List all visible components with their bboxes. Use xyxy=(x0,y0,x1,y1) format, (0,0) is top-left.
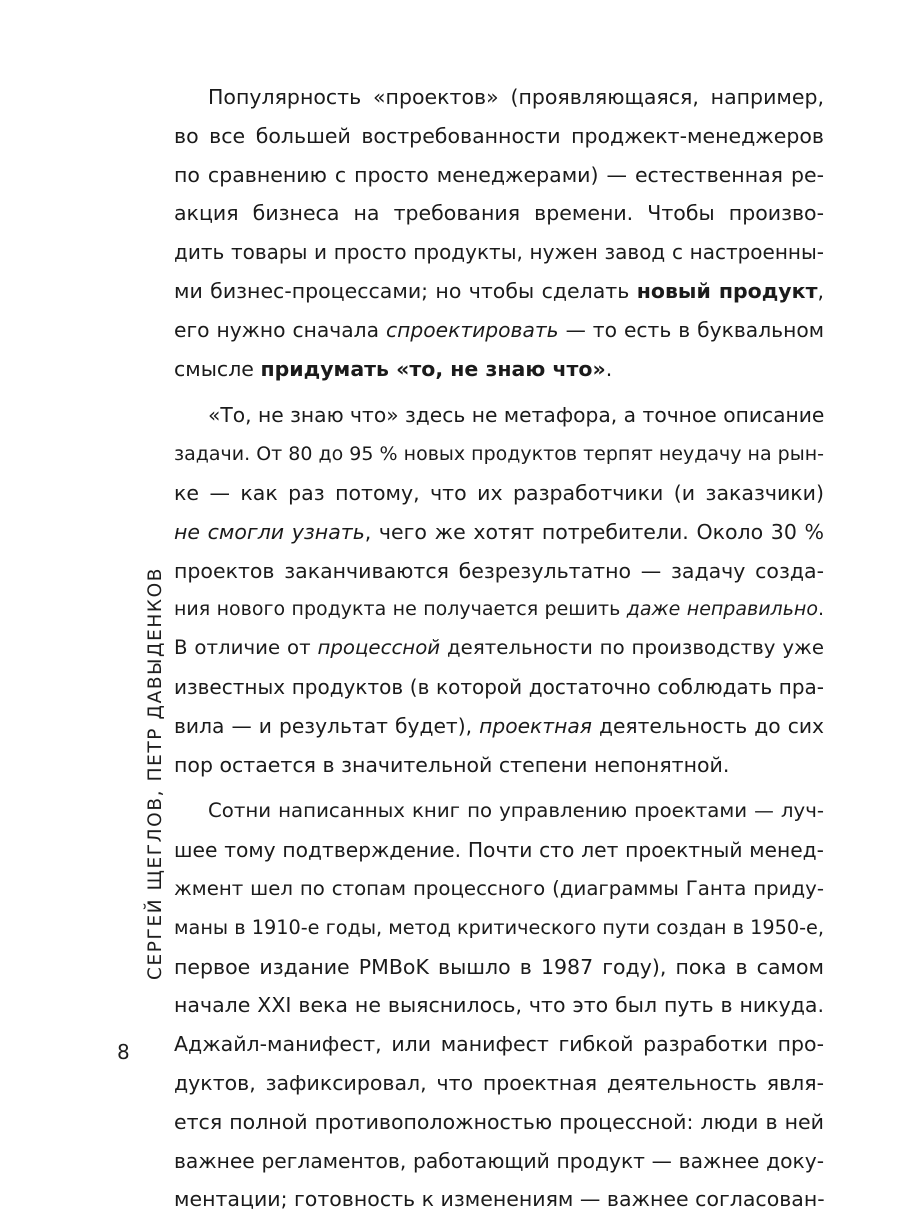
text-line: ется полной противоположностью процессной: люди в ней xyxy=(174,1109,824,1134)
text-line: задачи. От 80 до 95 % новых продуктов терпят неудачу на рын- xyxy=(174,443,824,466)
text-span: . xyxy=(817,598,824,621)
text-line xyxy=(174,707,824,746)
text-line: шее тому подтверждение. Почти сто лет проектный менед- xyxy=(174,838,824,863)
text-span: смысле xyxy=(174,356,261,381)
text-span: В отличие от xyxy=(174,636,318,660)
text-span: деятельность до сих xyxy=(591,713,824,738)
text-line: ке — как раз потому, что их разработчики (и заказчики) xyxy=(174,480,824,505)
text-line: маны в 1910-е годы, метод критического пути создан в 1950-е, xyxy=(174,915,824,939)
bold-phrase: придумать «то, не знаю что» xyxy=(260,356,606,381)
text-line: во все большей востребованности проджект-менеджеров xyxy=(174,123,824,148)
italic-phrase: процессной xyxy=(317,636,441,660)
text-line: проектов заканчиваются безрезультатно — задачу созда- xyxy=(174,558,824,583)
text-span: его нужно сначала xyxy=(174,317,387,342)
text-span: ми бизнес-процессами; но чтобы сделать xyxy=(174,278,637,303)
bold-phrase: новый продукт xyxy=(636,278,818,303)
text-line: Сотни написанных книг по управлению проектами — луч- xyxy=(208,799,824,823)
text-span: вила — и результат будет), xyxy=(174,713,480,738)
italic-phrase: проектная xyxy=(479,713,592,738)
text-span: , xyxy=(817,278,824,303)
paragraph-1 xyxy=(174,78,824,388)
body-text xyxy=(174,78,824,1227)
text-line: важнее регламентов, работающий продукт — важнее доку- xyxy=(174,1148,824,1173)
paragraph-2 xyxy=(174,396,824,784)
text-line: начале XXI века не выяснилось, что это был путь в никуда. xyxy=(174,993,824,1018)
text-line xyxy=(174,311,824,350)
text-line: «То, не знаю что» здесь не метафора, а точное описание xyxy=(208,403,825,428)
text-line: первое издание PMBoK вышло в 1987 году), пока в самом xyxy=(174,954,824,979)
text-span: — то есть в буквальном xyxy=(558,317,824,342)
text-span: ния нового продукта не получается решить xyxy=(174,598,627,621)
text-line: дить товары и просто продукты, нужен завод с настроенны- xyxy=(174,240,824,265)
text-line xyxy=(174,629,824,668)
page-number: 8 xyxy=(117,1040,130,1064)
italic-phrase: даже неправильно xyxy=(626,598,818,621)
text-line xyxy=(174,272,824,311)
text-line: ментации; готовность к изменениям — важнее согласован- xyxy=(174,1187,825,1212)
text-line: жмент шел по стопам процессного (диаграммы Ганта приду- xyxy=(174,876,824,900)
text-span: , чего же хотят потребители. Около 30 % xyxy=(364,519,824,544)
text-line: акция бизнеса на требования времени. Чтобы произво- xyxy=(174,201,824,226)
text-line: дуктов, зафиксировал, что проектная деятельность явля- xyxy=(174,1070,824,1095)
paragraph-3 xyxy=(174,792,824,1219)
text-line: Популярность «проектов» (проявляющаяся, например, xyxy=(208,85,824,109)
text-line: по сравнению с просто менеджерами) — естественная ре- xyxy=(174,162,824,187)
running-head-authors: СЕРГЕЙ ЩЕГЛОВ, ПЕТР ДАВЫДЕНКОВ xyxy=(145,566,166,980)
italic-phrase: спроектировать xyxy=(386,317,559,342)
text-line: пор остается в значительной степени непонятной. xyxy=(174,752,730,777)
text-span: . xyxy=(605,356,613,381)
text-span: деятельности по производству уже xyxy=(440,636,824,660)
text-line: известных продуктов (в которой достаточно соблюдать пра- xyxy=(174,674,824,699)
text-line xyxy=(174,590,824,629)
italic-phrase: не смогли узнать xyxy=(174,519,365,544)
text-line xyxy=(174,350,824,389)
text-line: Аджайл-манифест, или манифест гибкой разработки про- xyxy=(174,1032,824,1057)
text-line xyxy=(174,513,824,552)
